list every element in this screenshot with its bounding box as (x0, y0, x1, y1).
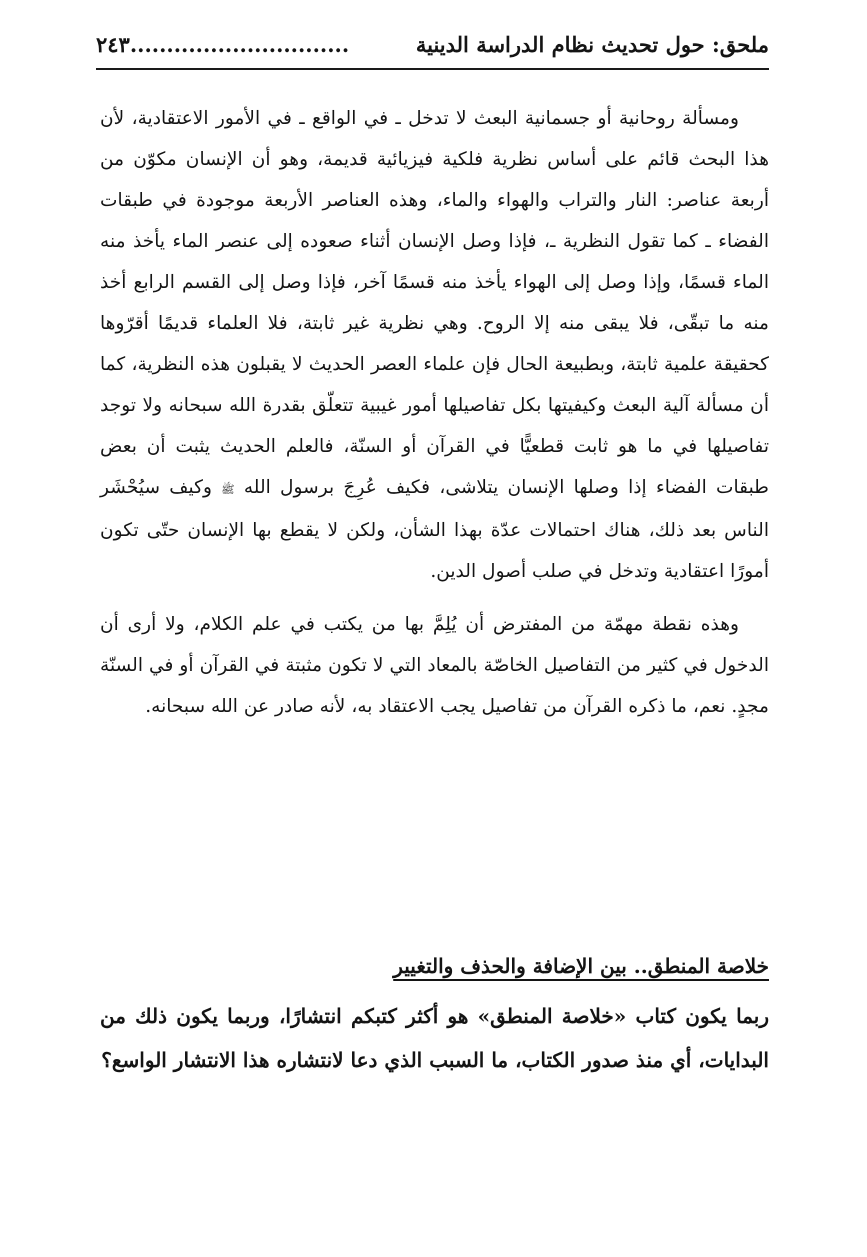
paragraph-1-part-a: ومسألة روحانية أو جسمانية البعث لا تدخل ـ في الواقع ـ في الأمور الاعتقادية، لأن هذا البحث قائم على أساس نظرية فلكية فيزيائية قديمة، وهو أن الإنسان مكوّن من أربعة عناصر: النار والتراب والهواء والماء، وهذه العناصر الأربعة موجودة في طبقات الفضاء ـ كما تقول النظرية ـ، فإذا وصل الإنسان أثناء صعوده إلى عنصر الماء يأخذ منه الماء قسمًا، وإذا وصل إلى الهواء يأخذ منه قسمًا آخر، فإذا وصل إلى القسم الرابع أخذ منه ما تبقّى، فلا يبقى منه إلا الروح. وهي نظرية غير ثابتة، فلا العلماء قديمًا أقرّوها كحقيقة علمية ثابتة، وبطبيعة الحال فإن علماء العصر الحديث لا يقبلون هذه النظرية، كما أن مسألة آلية البعث وكيفيتها بكل تفاصيلها أمور غيبية تتعلّق بقدرة الله سبحانه ولا توجد تفاصيلها في ما هو ثابت قطعيًّا في القرآن أو السنّة، فالعلم الحديث يثبت أن بعض طبقات الفضاء إذا وصلها الإنسان يتلاشى، فكيف عُرِجَ برسول الله (100, 108, 769, 498)
body-text (100, 98, 769, 739)
header-title: ملحق: حول تحديث نظام الدراسة الدينية (415, 32, 769, 57)
paragraph-1-part-b: وكيف سيُحْشَر الناس بعد ذلك، هناك احتمالات عدّة بهذا الشأن، ولكن لا يقطع بها الإنسان حتّى تكون أمورًا اعتقادية وتدخل في صلب أصول الدين. (100, 477, 769, 582)
section-heading (100, 950, 769, 982)
paragraph-2: وهذه نقطة مهمّة من المفترض أن يُلِمَّ بها من يكتب في علم الكلام، ولا أرى أن الدخول في كثير من التفاصيل الخاصّة بالمعاد التي لا تكون مثبتة في القرآن أو في السنّة مجدٍ. نعم، ما ذكره القرآن من تفاصيل يجب الاعتقاد به، لأنه صادر عن الله سبحانه. (100, 614, 769, 717)
interview-question: ربما يكون كتاب «خلاصة المنطق» هو أكثر كتبكم انتشارًا، وربما يكون ذلك من البدايات، أي منذ صدور الكتاب، ما السبب الذي دعا لانتشاره هذا الانتشار الواسع؟ (100, 1004, 769, 1072)
page-number: ..............................٢٤٣ (96, 32, 350, 57)
paragraph-1 (100, 98, 769, 592)
running-header (96, 28, 769, 70)
section-heading-text: خلاصة المنطق.. بين الإضافة والحذف والتغيير (393, 954, 769, 978)
honorific-glyph: ﷺ (221, 483, 235, 496)
